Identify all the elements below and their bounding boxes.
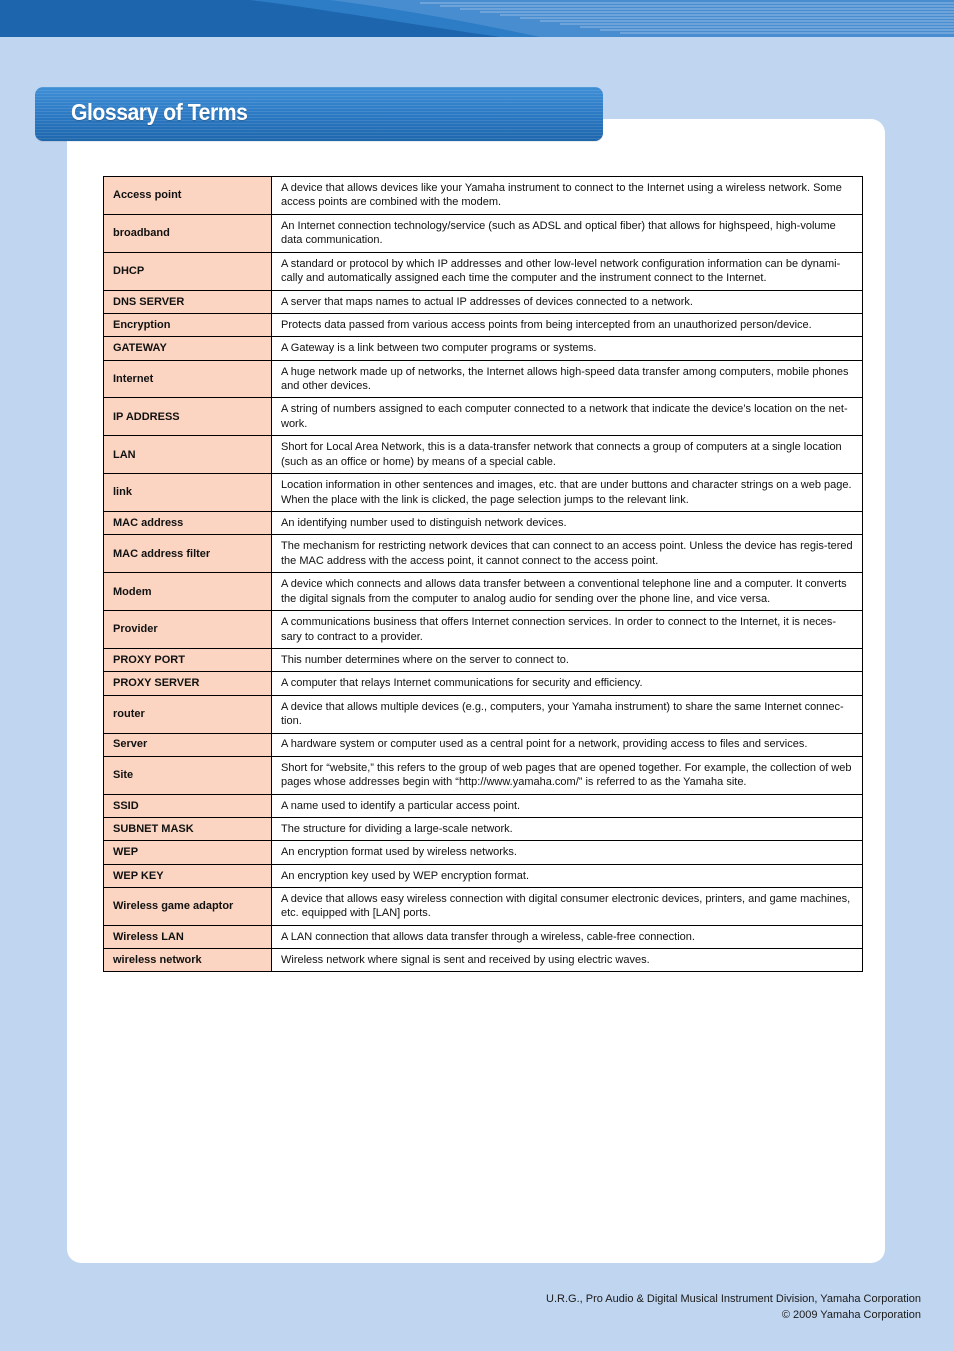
table-row [104,864,863,887]
table-row [104,337,863,360]
glossary-definition: Location information in other sentences and images, etc. that are under buttons and character strings on a web page. When the place with the link is clicked, the page selection jumps to the relevant link. [272,474,863,512]
glossary-term: IP ADDRESS [104,398,272,436]
top-band [0,0,954,37]
table-row [104,573,863,611]
glossary-definition: An encryption format used by wireless networks. [272,841,863,864]
glossary-definition: A Gateway is a link between two computer programs or systems. [272,337,863,360]
glossary-definition: A device which connects and allows data transfer between a conventional telephone line and a computer. It converts the digital signals from the computer to analog audio for sending over the phone line, and vice versa. [272,573,863,611]
glossary-term: MAC address filter [104,535,272,573]
glossary-definition: A device that allows easy wireless connection with digital consumer electronic devices, printers, and game machines, etc. equipped with [LAN] ports. [272,887,863,925]
glossary-table [103,176,863,972]
glossary-term: SUBNET MASK [104,818,272,841]
glossary-term: GATEWAY [104,337,272,360]
glossary-term: Internet [104,360,272,398]
table-row [104,313,863,336]
glossary-definition: A device that allows multiple devices (e.g., computers, your Yamaha instrument) to share the same Internet connec-tion. [272,695,863,733]
glossary-definition: The structure for dividing a large-scale network. [272,818,863,841]
glossary-term: Server [104,733,272,756]
table-row [104,177,863,215]
glossary-term: SSID [104,794,272,817]
glossary-definition: A name used to identify a particular access point. [272,794,863,817]
glossary-definition: Wireless network where signal is sent and received by using electric waves. [272,949,863,972]
glossary-term: LAN [104,436,272,474]
glossary-term: Provider [104,611,272,649]
glossary-definition: A string of numbers assigned to each computer connected to a network that indicate the device’s location on the net-work. [272,398,863,436]
glossary-term: Modem [104,573,272,611]
glossary-definition: This number determines where on the server to connect to. [272,649,863,672]
glossary-definition: Protects data passed from various access points from being intercepted from an unauthorized person/device. [272,313,863,336]
glossary-term: WEP KEY [104,864,272,887]
glossary-definition: An encryption key used by WEP encryption format. [272,864,863,887]
table-row [104,887,863,925]
glossary-term: DHCP [104,252,272,290]
table-row [104,949,863,972]
table-row [104,398,863,436]
glossary-definition: A standard or protocol by which IP addresses and other low-level network configuration information can be dynami-cally and automatically assigned each time the computer and the instrument connect to the Internet. [272,252,863,290]
glossary-term: router [104,695,272,733]
table-row [104,214,863,252]
glossary-term: Wireless game adaptor [104,887,272,925]
table-row [104,818,863,841]
glossary-definition: Short for “website,” this refers to the group of web pages that are opened together. For example, the collection of web pages whose addresses begin with “http://www.yamaha.com/” is referred to as the Yamaha site. [272,756,863,794]
table-row [104,649,863,672]
glossary-definition: Short for Local Area Network, this is a data-transfer network that connects a group of computers at a single location (such as an office or home) by means of a special cable. [272,436,863,474]
glossary-term: Wireless LAN [104,925,272,948]
table-row [104,733,863,756]
glossary-definition: A huge network made up of networks, the Internet allows high-speed data transfer among computers, mobile phones and other devices. [272,360,863,398]
footer-copyright: © 2009 Yamaha Corporation [781,1309,921,1321]
table-row [104,756,863,794]
glossary-definition: A LAN connection that allows data transfer through a wireless, cable-free connection. [272,925,863,948]
glossary-term: WEP [104,841,272,864]
table-row [104,436,863,474]
table-row [104,695,863,733]
glossary-term: broadband [104,214,272,252]
title-banner [35,87,603,141]
table-row [104,474,863,512]
glossary-definition: An Internet connection technology/service (such as ADSL and optical fiber) that allows for highspeed, high-volume data communication. [272,214,863,252]
glossary-term: link [104,474,272,512]
table-row [104,290,863,313]
glossary-term: PROXY PORT [104,649,272,672]
footer [546,1291,921,1323]
glossary-definition: A device that allows devices like your Yamaha instrument to connect to the Internet using a wireless network. Some access points are combined with the modem. [272,177,863,215]
table-row [104,841,863,864]
table-row [104,252,863,290]
glossary-term: PROXY SERVER [104,672,272,695]
glossary-term: DNS SERVER [104,290,272,313]
table-row [104,672,863,695]
glossary-term: Access point [104,177,272,215]
table-row [104,512,863,535]
table-row [104,925,863,948]
top-band-swoosh [0,0,954,37]
glossary-term: MAC address [104,512,272,535]
page-title: Glossary of Terms [71,99,248,125]
glossary-definition: A hardware system or computer used as a central point for a network, providing access to files and services. [272,733,863,756]
glossary-definition: The mechanism for restricting network devices that can connect to an access point. Unless the device has regis-tered the MAC address with the access point, it cannot connect to the access point. [272,535,863,573]
glossary-term: Encryption [104,313,272,336]
glossary-term: Site [104,756,272,794]
glossary-definition: A communications business that offers Internet connection services. In order to connect to the Internet, it is neces-sary to contract to a provider. [272,611,863,649]
table-row [104,360,863,398]
glossary-term: wireless network [104,949,272,972]
glossary-table-body [104,177,863,972]
glossary-definition: A server that maps names to actual IP addresses of devices connected to a network. [272,290,863,313]
glossary-definition: A computer that relays Internet communications for security and efficiency. [272,672,863,695]
glossary-definition: An identifying number used to distinguish network devices. [272,512,863,535]
table-row [104,794,863,817]
table-row [104,611,863,649]
footer-division: U.R.G., Pro Audio & Digital Musical Instrument Division, Yamaha Corporation [546,1293,921,1305]
table-row [104,535,863,573]
